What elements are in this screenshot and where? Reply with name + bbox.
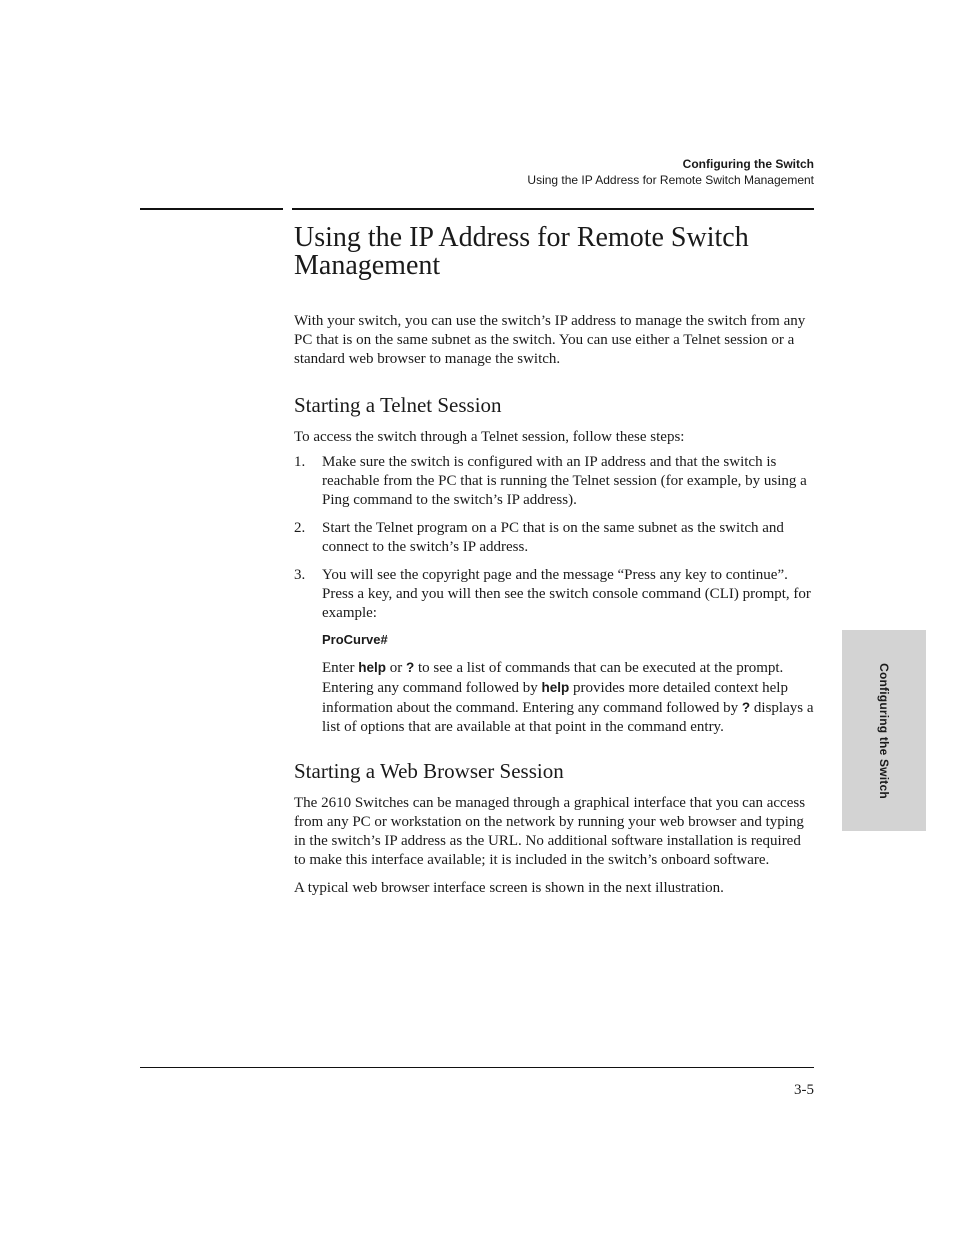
- step-number: 3.: [294, 567, 306, 583]
- list-item: [294, 453, 814, 510]
- main-content: [294, 224, 814, 898]
- side-tab-label: Configuring the Switch: [877, 662, 891, 799]
- running-header-section: Using the IP Address for Remote Switch Management: [527, 173, 814, 187]
- web-paragraph-1: The 2610 Switches can be managed through a graphical interface that you can access from any PC or workstation on the network by running your web browser and typing in the switch’s IP address as the URL. No additional software installation is required to make this interface available; it is included in the switch’s onboard software.: [294, 795, 806, 868]
- running-header-chapter: Configuring the Switch: [682, 157, 814, 171]
- telnet-lead: To access the switch through a Telnet session, follow these steps:: [294, 429, 685, 445]
- help-paragraph: Enter help or ? to see a list of commands that can be executed at the prompt. Entering any command followed by help provides more detailed context help information about the command. Entering any command followed by ? displays a list of options that are available at that point in the command entry.: [322, 660, 814, 735]
- intro-paragraph: With your switch, you can use the switch’s IP address to manage the switch from any PC that is on the same subnet as the switch. You can use either a Telnet session or a standard web browser to manage the switch.: [294, 313, 806, 367]
- footer-rule: [140, 1067, 814, 1068]
- running-header: [527, 156, 814, 188]
- cli-prompt-example: ProCurve#: [322, 632, 388, 647]
- web-heading: Starting a Web Browser Session: [294, 759, 564, 783]
- web-paragraph-2: A typical web browser interface screen is shown in the next illustration.: [294, 880, 724, 896]
- step-text: You will see the copyright page and the message “Press any key to continue”. Press a key, and you will then see the switch console command (CLI) prompt, for example:: [322, 567, 811, 621]
- page-title: Using the IP Address for Remote Switch Management: [294, 222, 749, 281]
- question-keyword: ?: [406, 660, 415, 675]
- list-item: [294, 566, 814, 623]
- telnet-steps: [294, 453, 814, 623]
- step-text: Make sure the switch is configured with an IP address and that the switch is reachable from the PC that is running the Telnet session (for example, by using a Ping command to the switch’s IP address).: [322, 454, 807, 508]
- header-rule-left: [140, 208, 283, 210]
- chapter-side-tab: [842, 630, 926, 831]
- help-keyword: help: [541, 680, 570, 695]
- question-keyword: ?: [741, 700, 751, 715]
- step-number: 2.: [294, 520, 306, 536]
- step-number: 1.: [294, 454, 306, 470]
- step-text: Start the Telnet program on a PC that is on the same subnet as the switch and connect to the switch’s IP address.: [322, 520, 784, 555]
- list-item: [294, 519, 814, 557]
- page-number: 3-5: [794, 1082, 814, 1098]
- header-rule-right: [292, 208, 814, 210]
- telnet-heading: Starting a Telnet Session: [294, 393, 502, 417]
- help-keyword: help: [358, 660, 386, 675]
